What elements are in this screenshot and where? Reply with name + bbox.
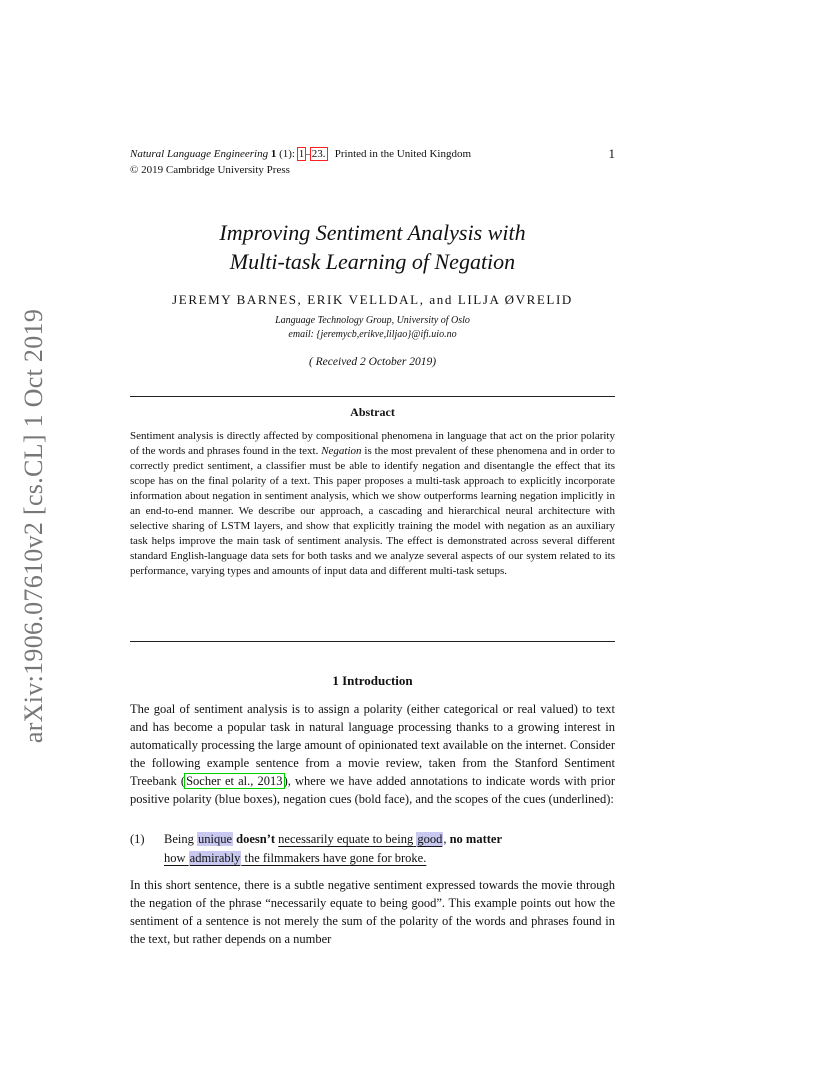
abstract-top-rule — [130, 396, 615, 397]
page-start-link[interactable]: 1 — [298, 148, 305, 160]
intro-paragraph-1-part-1: The goal of sentiment analysis is to assign a polarity (either categorical or real valued) to text and has become a popular task in natural language processing thanks to a growing interest in automatically processing the large amount of opinionated text available on the internet. Consider the following example sentence from a movie review, taken from the Stanford Sentiment Treebank ( — [130, 702, 615, 788]
paper-title — [130, 218, 615, 276]
journal-issue: (1): — [279, 148, 295, 160]
intro-paragraph-1-part-2: ), where we have added annotations to indicate words with prior positive polarity (blue boxes), negation cues (bold face), and the scopes of the cues (underlined): — [130, 774, 615, 806]
arxiv-identifier-stamp — [14, 296, 54, 756]
abstract-negation-term: Negation — [321, 445, 362, 457]
page-end-link[interactable]: 23. — [311, 148, 326, 160]
abstract-text-part-2: is the most prevalent of these phenomena and in order to correctly predict sentiment, a classifier must be able to identify negation and disentangle the effect that its scope has on the final polarity of a text. This paper proposes a multi-task approach to explicitly incorporate information about negation in sentiment analysis, which we show outperforms learning negation implicitly in an end-to-end manner. We describe our approach, a cascading and hierarchical neural architecture with selective sharing of LSTM layers, and show that explicitly training the model with negation as an auxiliary task helps improve the main task of sentiment analysis. The effect is demonstrated across several different standard English-language data sets for both tasks and we analyze several aspects of our system related to its performance, varying types and amounts of input data and different multi-task setups. — [130, 445, 616, 577]
example-scope-text: necessarily equate to being — [278, 832, 414, 846]
example-number: (1) — [130, 832, 145, 846]
abstract-bottom-rule — [130, 641, 615, 642]
citation-link-socher[interactable]: Socher et al., 2013 — [186, 774, 283, 788]
page-range-separator: – — [305, 148, 311, 160]
author-affiliation-block — [130, 314, 615, 342]
example-line-1 — [164, 830, 502, 849]
journal-name: Natural Language Engineering — [130, 148, 269, 160]
journal-volume: 1 — [270, 148, 277, 160]
journal-line — [130, 146, 615, 162]
example-rest: the filmmakers have gone for broke. — [244, 851, 427, 865]
example-word-how: how — [164, 851, 186, 865]
journal-header — [130, 146, 615, 178]
intro-paragraph-2: In this short sentence, there is a subtle negative sentiment expressed towards the movie through the negation of the phrase “necessarily equate to being good”. This example points out how the sentiment of a sentence is not merely the sum of the polarity of the words and phrases found in the text, but rather depends on a number — [130, 878, 615, 946]
copyright-line: © 2019 Cambridge University Press — [130, 164, 290, 176]
arxiv-identifier-text: arXiv:1906.07610v2 [cs.CL] 1 Oct 2019 — [19, 308, 49, 744]
section-heading-introduction: 1 Introduction — [332, 673, 413, 688]
received-date: ( Received 2 October 2019) — [308, 356, 437, 368]
negation-scope-2 — [164, 849, 426, 868]
abstract-text-part-1: Sentiment analysis is directly affected by compositional phenomena in language that act on the prior polarity of the words and phrases found in the text. — [130, 430, 615, 457]
author-email: email: {jeremycb,erikve,liljao}@ifi.uio.no — [288, 329, 457, 340]
printed-note: Printed in the United Kingdom — [334, 148, 472, 160]
positive-word-admirably: admirably — [189, 851, 241, 865]
abstract-text — [130, 429, 615, 579]
abstract-heading: Abstract — [350, 405, 395, 419]
affiliation: Language Technology Group, University of Oslo — [275, 315, 470, 326]
page-number: 1 — [608, 146, 615, 161]
title-line-2: Multi-task Learning of Negation — [229, 249, 516, 274]
example-comma: , — [443, 832, 447, 846]
negation-cue-doesnt: doesn’t — [236, 832, 276, 846]
positive-word-good: good — [417, 832, 443, 846]
author-list: JEREMY BARNES, ERIK VELLDAL, and LILJA ØVRELID — [172, 292, 573, 307]
negation-cue-no-matter: no matter — [449, 832, 502, 846]
title-line-1: Improving Sentiment Analysis with — [219, 220, 526, 245]
example-word-being: Being — [164, 832, 194, 846]
intro-paragraph-1 — [130, 700, 615, 808]
positive-word-unique: unique — [197, 832, 233, 846]
negation-scope-1 — [278, 832, 443, 846]
